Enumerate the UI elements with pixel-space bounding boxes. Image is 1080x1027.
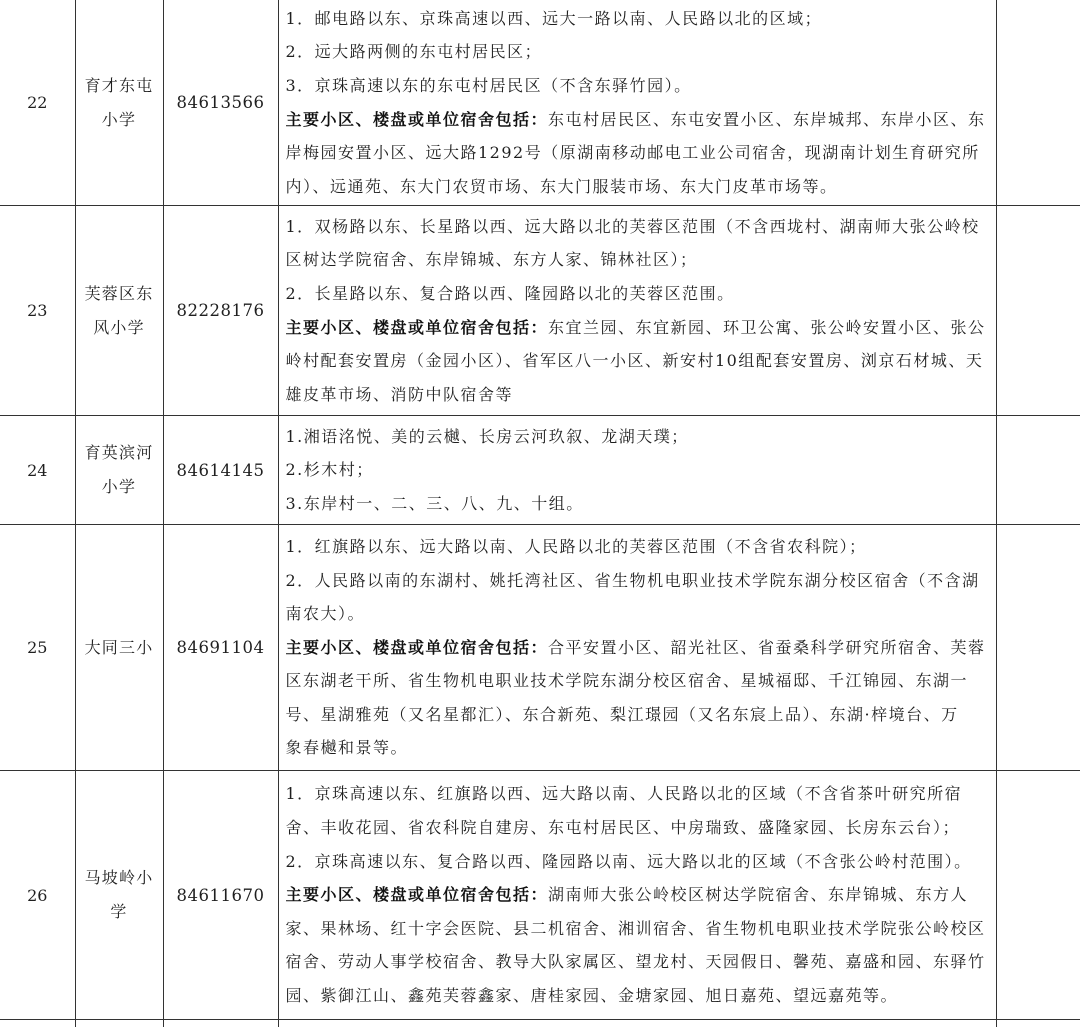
phone-number: 84614145 [163,416,278,525]
table-row-partial [0,1020,1080,1027]
school-name: 育才东屯小学 [75,0,163,206]
area-line: 3．京珠高速以东的东屯村居民区（不含东驿竹园）。 [286,69,994,103]
phone-number [163,1020,278,1027]
area-description [278,416,996,525]
included-communities-label: 主要小区、楼盘或单位宿舍包括： [286,318,549,337]
area-line: 3.东岸村一、二、三、八、九、十组。 [286,487,994,521]
remark-cell [996,771,1080,1020]
area-line: 1．京珠高速以东、红旗路以西、远大路以南、人民路以北的区域（不含省茶叶研究所宿 [286,777,994,811]
phone-number: 84691104 [163,525,278,771]
area-description [278,1020,996,1027]
school-name: 马坡岭小学 [75,771,163,1020]
area-description [278,771,996,1020]
area-line: 岭村配套安置房（金园小区）、省军区八一小区、新安村10组配套安置房、浏京石材城、天 [286,344,994,378]
area-line [286,878,994,912]
remark-cell [996,416,1080,525]
area-line: 1．邮电路以东、京珠高速以西、远大一路以南、人民路以北的区域； [286,2,994,36]
included-communities-label: 主要小区、楼盘或单位宿舍包括： [286,110,549,129]
school-name: 育英滨河小学 [75,416,163,525]
table-row [0,0,1080,206]
row-number: 22 [0,0,75,206]
area-line-text: 湖南师大张公岭校区树达学院宿舍、东岸锦城、东方人 [548,885,968,904]
area-line: 1.湘语洺悦、美的云樾、长房云河玖叙、龙湖天璞； [286,420,994,454]
table-row [0,416,1080,525]
area-line-text: 东宜兰园、东宜新园、环卫公寓、张公岭安置小区、张公 [548,318,986,337]
school-name: 芙蓉区东风小学 [75,206,163,416]
phone-number: 84611670 [163,771,278,1020]
remark-cell [996,0,1080,206]
area-line [286,103,994,137]
area-line [286,631,994,665]
area-line: 1．双杨路以东、长星路以西、远大路以北的芙蓉区范围（不含西垅村、湖南师大张公岭校 [286,210,994,244]
area-line: 2．远大路两侧的东屯村居民区； [286,35,994,69]
included-communities-label: 主要小区、楼盘或单位宿舍包括： [286,638,549,657]
area-line: 1．红旗路以东、远大路以南、人民路以北的芙蓉区范围（不含省农科院）； [286,530,994,564]
area-line-text: 东屯村居民区、东屯安置小区、东岸城邦、东岸小区、东 [548,110,986,129]
area-line: 2.杉木村； [286,453,994,487]
row-number: 23 [0,206,75,416]
row-number: 26 [0,771,75,1020]
area-line-text: 合平安置小区、韶光社区、省蚕桑科学研究所宿舍、芙蓉 [548,638,986,657]
table-row [0,771,1080,1020]
area-line: 内）、远通苑、东大门农贸市场、东大门服装市场、东大门皮革市场等。 [286,170,994,204]
remark-cell [996,206,1080,416]
area-description [278,525,996,771]
area-line: 南农大）。 [286,597,994,631]
area-line [286,311,994,345]
row-number [0,1020,75,1027]
area-line: 舍、丰收花园、省农科院自建房、东屯村居民区、中房瑞致、盛隆家园、长房东云台）； [286,811,994,845]
phone-number: 82228176 [163,206,278,416]
remark-cell [996,1020,1080,1027]
phone-number: 84613566 [163,0,278,206]
area-line: 宿舍、劳动人事学校宿舍、教导大队家属区、望龙村、天园假日、馨苑、嘉盛和园、东驿竹 [286,945,994,979]
area-line: 区东湖老干所、省生物机电职业技术学院东湖分校区宿舍、星城福邸、千江锦园、东湖一 [286,664,994,698]
remark-cell [996,525,1080,771]
area-line: 2．京珠高速以东、复合路以西、隆园路以南、远大路以北的区域（不含张公岭村范围）。 [286,845,994,879]
area-line: 2．长星路以东、复合路以西、隆园路以北的芙蓉区范围。 [286,277,994,311]
area-description [278,0,996,206]
row-number: 25 [0,525,75,771]
area-line: 象春樾和景等。 [286,731,994,765]
area-description [278,206,996,416]
school-name: 大同三小 [75,525,163,771]
area-line: 雄皮革市场、消防中队宿舍等 [286,378,994,412]
row-number: 24 [0,416,75,525]
table-row [0,525,1080,771]
table-row [0,206,1080,416]
area-line: 号、星湖雅苑（又名星都汇）、东合新苑、梨江璟园（又名东宸上品）、东湖·梓境台、万 [286,698,994,732]
area-line: 2．人民路以南的东湖村、姚托湾社区、省生物机电职业技术学院东湖分校区宿舍（不含湖 [286,564,994,598]
area-line: 区树达学院宿舍、东岸锦城、东方人家、锦林社区）； [286,243,994,277]
area-line: 园、紫御江山、鑫苑芙蓉鑫家、唐桂家园、金塘家园、旭日嘉苑、望远嘉苑等。 [286,979,994,1013]
area-line: 岸梅园安置小区、远大路1292号（原湖南移动邮电工业公司宿舍，现湖南计划生育研究所 [286,136,994,170]
included-communities-label: 主要小区、楼盘或单位宿舍包括： [286,885,549,904]
area-line: 家、果林场、红十字会医院、县二机宿舍、湘训宿舍、省生物机电职业技术学院张公岭校区 [286,912,994,946]
school-name [75,1020,163,1027]
